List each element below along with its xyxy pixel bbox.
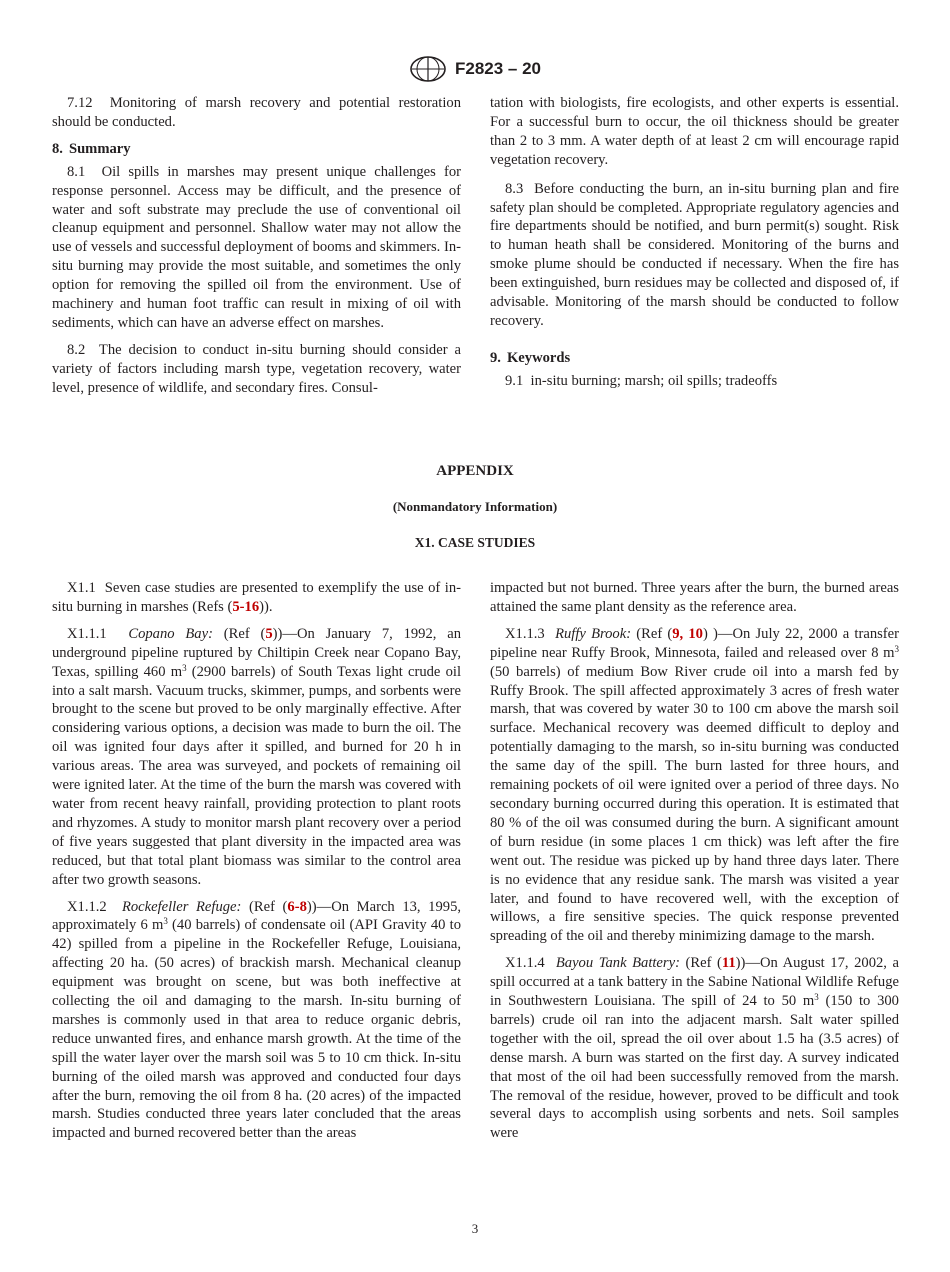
paragraph-text: (40 barrels) of condensate oil (API Gravity 40 to 42) spilled from a pipeline in the Rockefeller Refuge, Louisiana, affecting 20 ha. (50 acres) of brackish marsh. Mechanical cleanup equipment was brought on scene, but was both ineffective at collecting the oil and damaging to the marsh. In-situ burning of marshes is commonly used in that area to reduce organic debris, reduce unwanted fires, and enhance marsh growth. At the time of the spill the water layer over the marsh soil was 5 to 10 cm thick. In-situ burning of the oiled marsh was approved and conducted four days after the burn, removing the oil from 8 ha. (20 acres) of the impacted marsh. Studies conducted three years later concluded that the areas impacted and burned recovered better than the areas <box>52 917 461 1142</box>
section-heading-keywords <box>490 349 899 368</box>
reference-link[interactable]: 5 <box>265 625 273 642</box>
ref-suffix: ))— <box>306 898 332 915</box>
paragraph-7-12 <box>52 94 461 132</box>
ref-prefix: (Ref ( <box>685 955 722 972</box>
ref-prefix: (Ref ( <box>223 625 266 642</box>
page-header <box>0 56 950 82</box>
ref-suffix: ) )— <box>702 625 733 642</box>
paragraph-number: 8.3 <box>505 180 524 197</box>
paragraph-text: (150 to 300 barrels) crude oil ran into the adjacent marsh. Salt water spilled together with the oil, spread the oil over about 1.5 ha (3.5 acres) of dense marsh. A burn was started on the first day. A survey indicated that most of the oil had been successfully removed from the marsh. The removal of the residue, however, proved to be difficult and took several days to accomplish using sorbents and nets. Soil samples were <box>490 993 899 1142</box>
section-number: 9. <box>490 349 501 366</box>
paragraph-9-1 <box>490 372 899 391</box>
bottom-left-column <box>52 579 461 1151</box>
paragraph-text: On January 7, 1992, an underground pipeline ruptured by Chiltipin Creek near Copano Bay, Texas, spilling 460 m <box>52 625 461 680</box>
ref-prefix: (Ref ( <box>636 625 673 642</box>
section-title: Keywords <box>506 349 571 366</box>
paragraph-text: Seven case studies are presented to exemplify the use of in-situ burning in marshes (Refs ( <box>52 580 461 615</box>
paragraph-x1-1 <box>52 579 461 617</box>
paragraph-number: X1.1 <box>67 580 96 596</box>
superscript: 3 <box>894 643 899 654</box>
paragraph-text: (2900 barrels) of South Texas light crude oil into a salt marsh. Vacuum trucks, skimmer, pumps, and sorbents were brought to the scene but proved to be only marginally effective. After considering various options, a decision was made to burn the oil. The oil was ignited four days after it spilled, and burned for 20 h in various areas. The area was surveyed, and pockets of remaining oil were ignited later. At the time of the burn the marsh was covered with water from recent heavy rainfall, providing protection to plant roots and rhyzomes. A study to monitor marsh plant recovery over a period of five years suggested that plant diversity in the impacted area was reduced, but that total plant biomass was similar to the control area after two growth seasons. <box>52 663 461 888</box>
section-number: 8. <box>52 140 63 157</box>
paragraph-number: X1.1.3 <box>505 625 545 642</box>
paragraph-text: Monitoring of marsh recovery and potential restoration should be conducted. <box>52 95 461 130</box>
superscript: 3 <box>814 992 819 1003</box>
section-heading-summary <box>52 140 461 159</box>
paragraph-8-1 <box>52 163 461 333</box>
paragraph-text: Oil spills in marshes may present unique challenges for response personnel. Access may be difficult, and the presence of water and soft substrate may preclude the use of conventional oil cleanup equipment and personnel. Shallow water may not allow the use of vessels and successful deployment of booms and skimmers. In-situ burning may provide the most suitable, and sometimes the only option for removing the spilled oil from the environment. Use of machinery and human foot traffic can result in mixing of oil with sediments, which can have an adverse effect on marshes. <box>52 163 462 331</box>
paragraph-text: Before conducting the burn, an in-situ burning plan and fire safety plan should be completed. Appropriate regulatory agencies and fire departments should be notified, and burn permit(s) sought. Risk to human heath shall be considered. Monitoring of the burns and smoke plume should be conducted if necessary. When the fire has been extinguished, burn residues may be collected and disposed of, if advisable. Monitoring of the marsh should be conducted to follow recovery. <box>490 180 899 329</box>
standard-designation: F2823 – 20 <box>454 59 541 78</box>
case-title: Bayou Tank Battery: <box>555 955 680 972</box>
paragraph-number: 9.1 <box>505 372 524 389</box>
paragraph-number: 8.2 <box>67 341 86 358</box>
section-title: Summary <box>68 140 131 157</box>
paragraph-8-2 <box>52 341 461 398</box>
paragraph-number: 8.1 <box>67 163 86 180</box>
paragraph-number: X1.1.4 <box>505 955 545 972</box>
paragraph-text: The decision to conduct in-situ burning should consider a variety of factors including marsh type, vegetation recovery, water level, presence of wildlife, and secondary fires. Consul- <box>52 341 461 396</box>
page-number: 3 <box>471 1221 479 1236</box>
case-title: Copano Bay: <box>128 625 213 642</box>
paragraph-x1-1-4 <box>490 954 899 1143</box>
appendix-section-title: X1. CASE STUDIES <box>414 535 536 550</box>
paragraph-text: On March 13, 1995, approximately 6 m <box>52 898 462 934</box>
paragraph-x1-1-2-continued: impacted but not burned. Three years after the burn, the burned areas attained the same plant density as the reference area. <box>490 580 899 615</box>
reference-link[interactable]: 11 <box>721 955 736 972</box>
paragraph-text: On August 17, 2002, a spill occurred at a tank battery in the Sabine National Wildlife Refuge in Southwestern Louisiana. The spill of 24 to 50 m <box>490 955 899 1010</box>
reference-link[interactable]: 5-16 <box>232 598 260 615</box>
paragraph-text: (50 barrels) of medium Bow River crude oil into a marsh fed by Ruffy Brook. The spill affected approximately 3 acres of fresh water marsh, that was covered by water 30 to 100 cm above the marsh soil surface. Mechanical recovery was deemed difficult to deploy and potentially damaging to the marsh, so in-situ burning was conducted the same day of the spill. The burn lasted for three hours, and remaining pockets of oil were ignited over a period of three days. No secondary burning occurred during this operation. It is estimated that 80 % of the oil was consumed during the burn. A significant amount of burn residue (in some places 1 cm thick) was left after the fire went out. The residue was picked up by hand three days later. There is no evidence that any residue sank. The marsh was visited a year later, and found to have recovered well, with the exception of willows, a fire sensitive species. The quick response prevented spreading of the oil and thereby minimizing damage to the marsh. <box>490 663 899 945</box>
astm-logo-icon <box>409 56 447 82</box>
paragraph-number: X1.1.2 <box>67 898 107 915</box>
ref-suffix: ))— <box>735 955 760 972</box>
reference-link[interactable]: 10 <box>688 625 703 642</box>
paragraph-number: X1.1.1 <box>67 625 107 642</box>
appendix-subtitle: (Nonmandatory Information) <box>392 499 558 514</box>
superscript: 3 <box>182 662 187 673</box>
keywords-text: in-situ burning; marsh; oil spills; tradeoffs <box>530 372 778 389</box>
superscript: 3 <box>163 916 168 927</box>
case-title: Rockefeller Refuge: <box>121 898 242 915</box>
ref-prefix: (Ref ( <box>249 898 288 915</box>
paragraph-text: On July 22, 2000 a transfer pipeline near Ruffy Brook, Minnesota, failed and released over 8 m <box>490 625 899 661</box>
paragraph-x1-1-3 <box>490 625 899 946</box>
ref-suffix: ))— <box>272 625 297 642</box>
case-title: Ruffy Brook: <box>555 625 632 642</box>
reference-link[interactable]: 6-8 <box>287 898 307 915</box>
top-left-column <box>52 94 461 406</box>
paragraph-8-3 <box>490 180 899 331</box>
paragraph-8-2-continued: tation with biologists, fire ecologists, and other experts is essential. For a successful burn to occur, the oil thickness should be greater than 2 to 3 mm. A water depth of at least 2 cm will encourage rapid vegetation recovery. <box>490 95 899 168</box>
paragraph-x1-1-2 <box>52 898 461 1144</box>
paragraph-x1-1-1 <box>52 625 461 890</box>
bottom-right-column <box>490 579 899 1151</box>
paragraph-number: 7.12 <box>67 95 93 111</box>
top-right-column <box>490 94 899 399</box>
appendix-title: APPENDIX <box>436 463 514 479</box>
paragraph-text: )). <box>259 598 273 615</box>
reference-link[interactable]: 9, <box>672 625 684 642</box>
